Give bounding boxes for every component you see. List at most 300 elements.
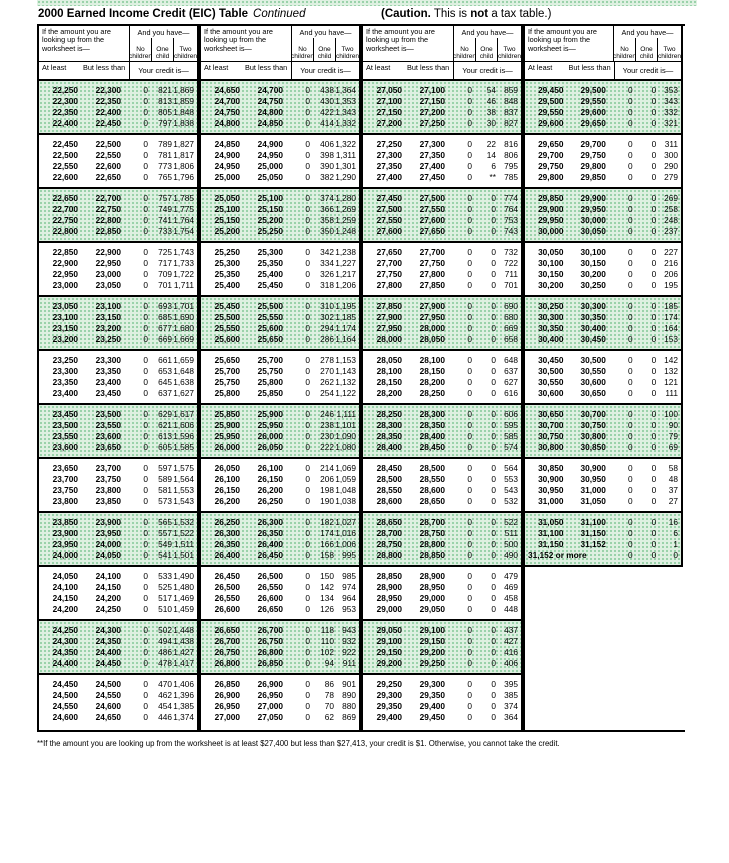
at-least-cell: 23,850	[52, 517, 78, 527]
at-least-cell: 26,850	[214, 679, 240, 689]
table-row	[363, 496, 521, 507]
but-less-cell: 30,000	[580, 215, 606, 225]
table-row	[363, 107, 521, 118]
but-less-cell: 29,750	[580, 150, 606, 160]
two-children-credit-cell: 69	[668, 442, 678, 452]
table-row	[363, 712, 521, 723]
but-less-cell: 29,700	[580, 139, 606, 149]
data-block	[363, 351, 521, 403]
no-children-credit-cell: 0	[305, 193, 310, 203]
data-block	[525, 81, 681, 133]
at-least-cell: 27,400	[376, 172, 402, 182]
one-child-credit-cell: 278	[320, 355, 334, 365]
but-less-cell: 31,152	[580, 539, 606, 549]
no-children-credit-cell: 0	[143, 571, 148, 581]
one-child-credit-cell: 741	[158, 215, 172, 225]
one-child-credit-cell: 0	[491, 388, 496, 398]
children-columns-header	[130, 38, 197, 61]
two-children-credit-cell: 1,122	[335, 388, 356, 398]
two-children-credit-cell: 732	[504, 247, 518, 257]
table-row	[39, 474, 197, 485]
table-row	[525, 474, 681, 485]
two-children-credit-cell: 111	[665, 388, 678, 398]
at-least-cell: 27,550	[376, 215, 402, 225]
no-children-credit-cell: 0	[628, 172, 633, 182]
table-row	[363, 118, 521, 129]
no-children-credit-cell: 0	[143, 139, 148, 149]
table-row	[201, 485, 359, 496]
table-row	[39, 150, 197, 161]
at-least-cell: 30,900	[538, 474, 564, 484]
one-child-credit-cell: 597	[158, 463, 172, 473]
at-least-cell: 26,650	[214, 625, 240, 635]
one-child-credit-cell: 0	[491, 528, 496, 538]
at-least-cell: 28,450	[376, 463, 402, 473]
but-less-cell: 22,300	[95, 85, 121, 95]
at-least-cell: 27,600	[376, 226, 402, 236]
two-children-credit-cell: 427	[504, 636, 518, 646]
two-children-credit-cell: 79	[668, 431, 678, 441]
table-row	[201, 463, 359, 474]
table-row	[201, 420, 359, 431]
one-child-credit-cell: 0	[491, 539, 496, 549]
two-children-credit-cell: 1,522	[173, 528, 194, 538]
two-children-credit-cell: 1,764	[173, 215, 194, 225]
at-least-cell: 25,250	[214, 247, 240, 257]
at-least-cell: 26,050	[214, 463, 240, 473]
one-child-credit-cell: 158	[320, 550, 334, 560]
no-children-credit-cell: 0	[467, 604, 472, 614]
one-child-credit-cell: 645	[158, 377, 172, 387]
no-children-credit-cell: 0	[143, 474, 148, 484]
one-child-credit-cell: 565	[158, 517, 172, 527]
one-child-credit-cell: 254	[320, 388, 334, 398]
two-children-credit-cell: 321	[664, 118, 678, 128]
but-less-cell: 29,650	[580, 118, 606, 128]
two-children-credit-cell: 532	[504, 496, 518, 506]
two-children-credit-cell: 658	[504, 334, 518, 344]
but-less-cell: 23,300	[95, 355, 121, 365]
table-row	[363, 247, 521, 258]
table-row	[525, 226, 681, 237]
no-children-credit-cell: 0	[467, 139, 472, 149]
one-child-credit-cell: 0	[651, 96, 657, 106]
two-children-credit-cell: 216	[664, 258, 678, 268]
data-block	[525, 405, 681, 457]
two-children-credit-cell: 1,153	[335, 355, 356, 365]
no-children-credit-cell: 0	[143, 258, 148, 268]
one-child-credit-cell: 0	[651, 496, 657, 506]
table-row	[201, 517, 359, 528]
no-children-credit-cell: 0	[467, 280, 472, 290]
header-row-2	[201, 62, 359, 79]
but-less-cell: 24,700	[257, 85, 283, 95]
table-row	[201, 593, 359, 604]
one-child-credit-cell: 0	[491, 409, 496, 419]
no-children-credit-cell: 0	[467, 496, 472, 506]
no-children-credit-cell: 0	[143, 528, 148, 538]
table-row	[39, 269, 197, 280]
two-children-credit-cell: 669	[504, 323, 518, 333]
no-children-credit-cell: 0	[305, 582, 310, 592]
but-less-cell: 24,500	[95, 679, 121, 689]
at-least-cell: 28,400	[376, 442, 402, 452]
but-less-cell: 22,750	[95, 204, 121, 214]
at-least-cell: 29,850	[538, 193, 564, 203]
column-header	[201, 26, 359, 81]
table-row	[201, 474, 359, 485]
at-least-cell: 29,600	[538, 118, 564, 128]
no-children-credit-cell: 0	[305, 85, 310, 95]
but-less-cell: 24,050	[95, 550, 121, 560]
table-row	[363, 593, 521, 604]
at-least-cell: 27,250	[376, 139, 402, 149]
one-child-credit-cell: 0	[651, 355, 657, 365]
table-row	[201, 571, 359, 582]
data-block	[39, 459, 197, 511]
table-row	[201, 280, 359, 291]
two-children-credit-cell: 1,185	[335, 312, 356, 322]
data-block	[363, 405, 521, 457]
one-child-credit-cell: 102	[320, 647, 334, 657]
at-least-cell: 27,800	[376, 280, 402, 290]
one-child-credit-cell: 0	[491, 355, 496, 365]
one-child-credit-cell: 126	[320, 604, 334, 614]
table-row	[39, 323, 197, 334]
one-child-credit-cell: 134	[320, 593, 334, 603]
no-children-credit-cell: 0	[467, 172, 472, 182]
but-less-cell: 26,400	[257, 539, 283, 549]
no-children-credit-cell: 0	[467, 193, 472, 203]
two-children-credit-cell: 1,480	[173, 582, 194, 592]
table-row	[39, 312, 197, 323]
one-child-credit-cell: 166	[320, 539, 334, 549]
header-row-1	[39, 26, 197, 62]
one-child-credit-cell: 0	[651, 377, 657, 387]
two-children-credit-cell: 16	[668, 517, 678, 527]
one-child-credit-cell: 0	[491, 301, 496, 311]
lookup-label: If the amount you are looking up from the worksheet is—	[366, 27, 435, 53]
but-less-cell: 27,950	[419, 312, 445, 322]
one-child-credit-cell: 589	[158, 474, 172, 484]
at-least-cell: 26,100	[214, 474, 240, 484]
two-children-credit-cell: 543	[504, 485, 518, 495]
but-less-cell: 26,250	[257, 496, 283, 506]
and-you-have-cell	[453, 26, 521, 61]
at-least-cell: 31,050	[538, 517, 564, 527]
but-less-cell: 30,200	[580, 269, 606, 279]
data-block	[39, 135, 197, 187]
column-inner	[363, 26, 521, 727]
but-less-cell: 30,750	[580, 420, 606, 430]
table-row	[363, 355, 521, 366]
one-child-credit-cell: 286	[320, 334, 334, 344]
table-row	[201, 204, 359, 215]
table-row	[363, 571, 521, 582]
but-less-cell: 29,350	[419, 690, 445, 700]
no-children-credit-cell: 0	[628, 355, 633, 365]
one-child-credit-cell: 294	[320, 323, 334, 333]
column-group-4	[525, 26, 683, 730]
table-row	[201, 258, 359, 269]
but-less-cell: 25,750	[257, 366, 283, 376]
one-child-credit-cell: 805	[158, 107, 172, 117]
at-least-cell: 25,350	[214, 269, 240, 279]
but-less-cell: 30,500	[580, 355, 606, 365]
two-children-credit-cell: 648	[504, 355, 518, 365]
table-row	[201, 377, 359, 388]
one-child-credit-cell: 374	[320, 193, 334, 203]
header-row-1	[525, 26, 681, 62]
two-children-credit-cell: 500	[504, 539, 518, 549]
two-children-credit-cell: 1,669	[173, 334, 194, 344]
but-less-cell: 27,600	[419, 215, 445, 225]
but-less-cell: 22,400	[95, 107, 121, 117]
two-children-credit-cell: 1,364	[335, 85, 356, 95]
page-title	[38, 7, 698, 22]
two-children-credit-cell: 1,006	[335, 539, 356, 549]
two-children-credit-cell: 1,206	[335, 280, 356, 290]
one-child-credit-cell: 0	[491, 658, 496, 668]
one-child-credit-cell: 438	[320, 85, 334, 95]
two-children-credit-cell: 311	[664, 139, 678, 149]
two-children-credit-cell: 1,564	[173, 474, 194, 484]
no-children-credit-cell: 0	[143, 193, 148, 203]
two-children-credit-cell: 90	[668, 420, 678, 430]
but-less-cell: 24,350	[95, 636, 121, 646]
one-child-credit-cell: 0	[651, 323, 657, 333]
no-children-credit-cell: 0	[628, 334, 633, 344]
two-children-credit-cell: 248	[664, 215, 678, 225]
but-less-cell: 26,350	[257, 528, 283, 538]
table-row	[363, 301, 521, 312]
two-children-credit-cell: 490	[504, 550, 518, 560]
one-child-credit-cell: 406	[320, 139, 334, 149]
but-less-cell: 24,650	[95, 712, 121, 722]
one-child-credit-cell: 0	[491, 701, 496, 711]
two-children-credit-cell: 142	[664, 355, 678, 365]
table-row	[201, 442, 359, 453]
two-children-credit-cell: 395	[504, 679, 518, 689]
one-child-credit-cell: 30	[486, 118, 496, 128]
one-child-credit-cell: 757	[158, 193, 172, 203]
data-block	[525, 243, 681, 295]
table-row	[39, 301, 197, 312]
two-children-credit-cell: 564	[504, 463, 518, 473]
but-less-cell: 29,150	[419, 636, 445, 646]
one-child-credit-cell: 190	[320, 496, 334, 506]
one-child-credit-cell: 0	[651, 139, 657, 149]
green-top-band	[37, 0, 697, 6]
but-less-cell: 26,300	[257, 517, 283, 527]
column-header	[39, 26, 197, 81]
at-least-cell: 29,250	[376, 679, 402, 689]
table-row	[39, 625, 197, 636]
children-col-label-2: Two children	[173, 38, 197, 61]
two-children-credit-cell: 880	[342, 701, 356, 711]
but-less-cell: 29,200	[419, 647, 445, 657]
table-row	[525, 442, 681, 453]
table-row	[39, 388, 197, 399]
table-row	[525, 334, 681, 345]
at-least-cell: 23,400	[52, 388, 78, 398]
two-children-credit-cell: 690	[504, 301, 518, 311]
at-least-cell: 28,150	[376, 377, 402, 387]
one-child-credit-cell: 214	[320, 463, 334, 473]
at-least-cell: 24,450	[52, 679, 78, 689]
one-child-credit-cell: 470	[158, 679, 172, 689]
table-row	[39, 690, 197, 701]
but-less-cell: 27,800	[419, 269, 445, 279]
at-least-cell: 24,750	[214, 107, 240, 117]
but-less-cell: 28,600	[419, 485, 445, 495]
but-less-cell: 25,050	[257, 172, 283, 182]
but-less-cell: 31,000	[580, 485, 606, 495]
table-row	[363, 193, 521, 204]
table-row	[363, 150, 521, 161]
at-least-cell: 27,500	[376, 204, 402, 214]
one-child-credit-cell: 0	[491, 571, 496, 581]
but-less-cell: 23,800	[95, 485, 121, 495]
two-children-credit-cell: 1,648	[173, 366, 194, 376]
two-children-credit-cell: 332	[664, 107, 678, 117]
two-children-credit-cell: 1,374	[173, 712, 194, 722]
no-children-credit-cell: 0	[143, 647, 148, 657]
but-less-cell: 30,650	[580, 388, 606, 398]
at-least-cell: 25,750	[214, 377, 240, 387]
one-child-credit-cell: 717	[158, 258, 172, 268]
two-children-credit-cell: 1,059	[335, 474, 356, 484]
two-children-credit-cell: 1,585	[173, 442, 194, 452]
two-children-credit-cell: 1,532	[173, 517, 194, 527]
two-children-credit-cell: 806	[504, 150, 518, 160]
two-children-credit-cell: 1,490	[173, 571, 194, 581]
table-row	[363, 658, 521, 669]
two-children-credit-cell: 1,627	[173, 388, 194, 398]
table-row	[39, 636, 197, 647]
at-least-cell: 26,900	[214, 690, 240, 700]
table-row	[363, 85, 521, 96]
but-less-cell: 28,100	[419, 355, 445, 365]
at-least-cell: 27,450	[376, 193, 402, 203]
no-children-credit-cell: 0	[143, 463, 148, 473]
but-less-cell: 28,800	[419, 539, 445, 549]
two-children-credit-cell: 1,090	[335, 431, 356, 441]
but-less-cell: 27,650	[419, 226, 445, 236]
one-child-credit-cell: 350	[320, 226, 334, 236]
table-row	[525, 485, 681, 496]
but-less-cell: 29,550	[580, 96, 606, 106]
table-row	[39, 226, 197, 237]
two-children-credit-cell: 458	[504, 593, 518, 603]
table-row	[39, 258, 197, 269]
but-less-cell: 24,250	[95, 604, 121, 614]
at-least-cell: 26,150	[214, 485, 240, 495]
at-least-cell: 28,350	[376, 431, 402, 441]
at-least-label: At least	[42, 63, 67, 72]
at-least-cell: 25,450	[214, 301, 240, 311]
but-less-cell: 30,550	[580, 366, 606, 376]
one-child-credit-cell: 0	[491, 269, 496, 279]
but-less-label: But less than	[83, 63, 126, 72]
data-block	[363, 513, 521, 565]
one-child-credit-cell: 358	[320, 215, 334, 225]
one-child-credit-cell: 366	[320, 204, 334, 214]
one-child-credit-cell: 0	[651, 334, 657, 344]
but-less-cell: 30,600	[580, 377, 606, 387]
but-less-cell: 30,150	[580, 258, 606, 268]
no-children-credit-cell: 0	[467, 204, 472, 214]
lookup-label: If the amount you are looking up from the worksheet is—	[204, 27, 273, 53]
table-row	[363, 334, 521, 345]
one-child-credit-cell: 310	[320, 301, 334, 311]
data-block	[201, 405, 359, 457]
but-less-cell: 27,850	[419, 280, 445, 290]
one-child-credit-cell: 605	[158, 442, 172, 452]
two-children-credit-cell: 943	[342, 625, 356, 635]
one-child-credit-cell: 118	[320, 625, 334, 635]
one-child-credit-cell: 0	[491, 496, 496, 506]
one-child-credit-cell: 0	[491, 463, 496, 473]
at-least-cell: 24,250	[52, 625, 78, 635]
table-row	[363, 625, 521, 636]
two-children-credit-cell: 1,448	[173, 625, 194, 635]
at-least-cell: 29,550	[538, 107, 564, 117]
no-children-credit-cell: 0	[628, 107, 633, 117]
one-child-credit-cell: 414	[320, 118, 334, 128]
table-row	[201, 193, 359, 204]
at-least-cell: 23,450	[52, 409, 78, 419]
no-children-credit-cell: 0	[305, 539, 310, 549]
at-least-cell: 25,600	[214, 334, 240, 344]
but-less-cell: 28,700	[419, 517, 445, 527]
but-less-cell: 24,550	[95, 690, 121, 700]
no-children-credit-cell: 0	[467, 517, 472, 527]
table-row	[39, 366, 197, 377]
no-children-credit-cell: 0	[467, 150, 472, 160]
no-children-credit-cell: 0	[143, 496, 148, 506]
table-row	[363, 690, 521, 701]
two-children-credit-cell: 680	[504, 312, 518, 322]
at-least-cell: 23,900	[52, 528, 78, 538]
one-child-credit-cell: 0	[651, 172, 657, 182]
data-block	[363, 567, 521, 619]
one-child-credit-cell: 0	[491, 485, 496, 495]
two-children-credit-cell: 711	[504, 269, 518, 279]
two-children-credit-cell: 1,827	[173, 139, 194, 149]
two-children-credit-cell: 627	[504, 377, 518, 387]
two-children-credit-cell: 1,606	[173, 420, 194, 430]
one-child-credit-cell: 86	[324, 679, 334, 689]
no-children-credit-cell: 0	[143, 658, 148, 668]
two-children-credit-cell: 374	[504, 701, 518, 711]
no-children-credit-cell: 0	[305, 485, 310, 495]
two-children-credit-cell: 964	[342, 593, 356, 603]
two-children-credit-cell: 1,016	[335, 528, 356, 538]
no-children-credit-cell: 0	[305, 604, 310, 614]
block-divider	[525, 565, 681, 567]
no-children-credit-cell: 0	[143, 539, 148, 549]
one-child-credit-cell: 0	[651, 118, 657, 128]
two-children-credit-cell: 27	[668, 496, 678, 506]
no-children-credit-cell: 0	[627, 550, 633, 560]
at-least-cell: 28,900	[376, 582, 402, 592]
but-less-cell: 25,200	[257, 215, 283, 225]
at-least-cell: 29,650	[538, 139, 564, 149]
but-less-cell: 31,100	[580, 517, 606, 527]
one-child-credit-cell: 38	[486, 107, 496, 117]
table-row	[363, 431, 521, 442]
